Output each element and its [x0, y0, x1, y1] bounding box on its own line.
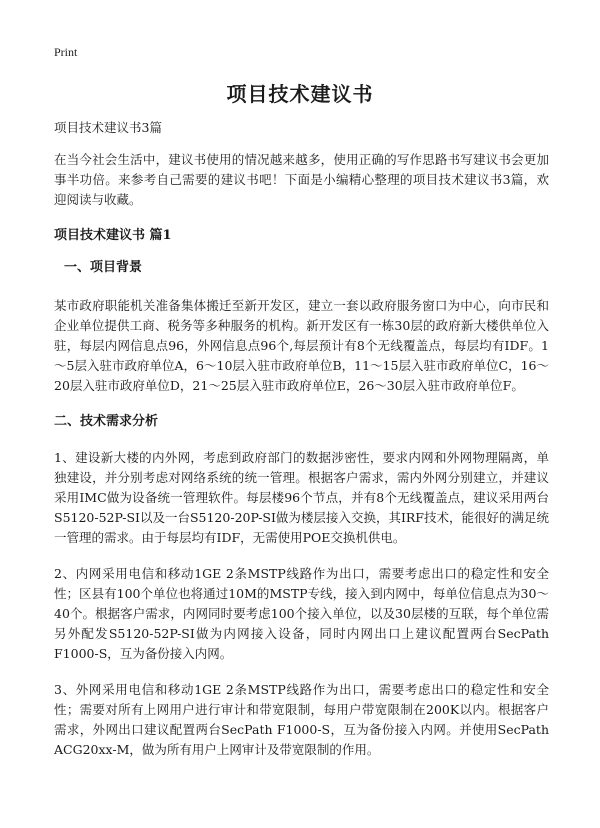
intro-paragraph: 在当今社会生活中，建议书使用的情况越来越多，使用正确的写作思路书写建议书会更加事半功倍。来参考自己需要的建议书吧！下面是小编精心整理的项目技术建议书3篇，欢迎阅读与收藏。 [54, 152, 549, 207]
page-title: 项目技术建议书 [226, 82, 374, 106]
document-body [54, 118, 549, 776]
heading-technical-requirements: 二、技术需求分析 [54, 414, 159, 429]
section-title: 项目技术建议书 篇1 [54, 228, 172, 243]
background-paragraph: 某市政府职能机关准备集体搬迁至新开发区，建立一套以政府服务窗口为中心，向市民和企业单位提供工商、税务等多种服务的机构。新开发区有一栋30层的政府新大楼供单位入驻，每层内网信息点96，外网信息点96个,每层预计有8个无线覆盖点，每层均有IDF。1～5层入驻市政府单位A，6～10层入驻市政府单位B，11～15层入驻市政府单位C，16～20层入驻市政府单位D，21～25层入驻市政府单位E，26～30层入驻市政府单位F。 [54, 298, 549, 393]
heading-project-background: 一、项目背景 [64, 260, 143, 275]
requirement-paragraph-3: 3、外网采用电信和移动1GE 2条MSTP线路作为出口，需要考虑出口的稳定性和安全性；需要对所有上网用户进行审计和带宽限制，每用户带宽限制在200K以内。根据客户需求，外网出口建议配置两台SecPath F1000-S，互为备份接入内网。并使用SecPath ACG20xx-M，做为所有用户上网审计及带宽限制的作用。 [54, 682, 549, 757]
print-link[interactable]: Print [54, 45, 78, 59]
requirement-paragraph-1: 1、建设新大楼的内外网，考虑到政府部门的数据涉密性，要求内网和外网物理隔离，单独建设，并分别考虑对网络系统的统一管理。根据客户需求，需内外网分别建立，并建议采用IMC做为设备统一管理软件。每层楼96个节点，并有8个无线覆盖点，建议采用两台 S5120-52P-SI以及一台S5120-20P-SI做为楼层接入交换，其IRF技术，能很好的满足统一管理的需求。由于每层均有IDF，无需使用POE交换机供电。 [54, 450, 549, 545]
requirement-paragraph-2: 2、内网采用电信和移动1GE 2条MSTP线路作为出口，需要考虑出口的稳定性和安全性；区县有100个单位也将通过10M的MSTP专线，接入到内网中，每单位信息点为30～40个。根据客户需求，内网同时要考虑100个接入单位，以及30层楼的互联，每个单位需另外配发S5120-52P-SI做为内网接入设备，同时内网出口上建议配置两台SecPath F1000-S，互为备份接入内网。 [54, 566, 549, 661]
document-subtitle: 项目技术建议书3篇 [54, 120, 162, 135]
